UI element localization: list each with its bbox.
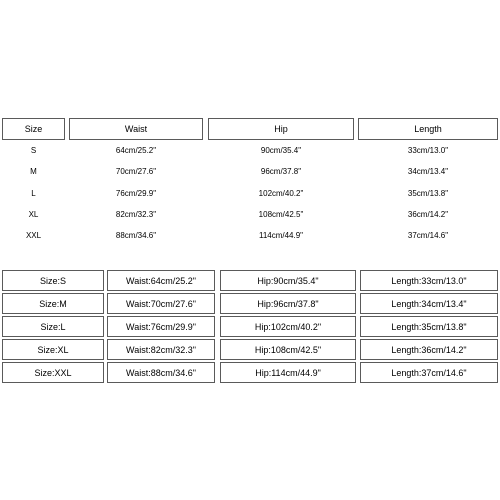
hip-cell: Hip:90cm/35.4" [220, 270, 356, 291]
waist-cell: 70cm/27.6" [115, 166, 157, 176]
length-cell: Length:37cm/14.6" [360, 362, 498, 383]
size-chart-table [0, 118, 500, 246]
size-cell: M [30, 166, 37, 176]
header-size: Size [2, 118, 65, 140]
length-cell: Length:34cm/13.4" [360, 293, 498, 314]
waist-cell: 76cm/29.9" [115, 188, 157, 198]
waist-cell: 82cm/32.3" [115, 209, 157, 219]
hip-cell: Hip:102cm/40.2" [220, 316, 356, 337]
length-cell: 33cm/13.0" [407, 145, 449, 155]
hip-cell: 96cm/37.8" [260, 166, 302, 176]
table-row [0, 362, 500, 385]
size-cell: Size:XXL [2, 362, 104, 383]
waist-cell: Waist:64cm/25.2" [107, 270, 215, 291]
hip-cell: Hip:108cm/42.5" [220, 339, 356, 360]
hip-cell: 90cm/35.4" [260, 145, 302, 155]
table-row [0, 203, 500, 225]
table-row [0, 339, 500, 362]
length-cell: 35cm/13.8" [407, 188, 449, 198]
table-row [0, 316, 500, 339]
table-row [0, 224, 500, 246]
table-row [0, 270, 500, 293]
size-cell: XXL [25, 230, 42, 240]
waist-cell: Waist:88cm/34.6" [107, 362, 215, 383]
size-cell: Size:XL [2, 339, 104, 360]
size-cell: Size:L [2, 316, 104, 337]
waist-cell: Waist:76cm/29.9" [107, 316, 215, 337]
size-cell: XL [28, 209, 39, 219]
table-header-row [0, 118, 500, 140]
size-cell: Size:S [2, 270, 104, 291]
hip-cell: Hip:114cm/44.9" [220, 362, 356, 383]
labelled-size-chart-table [0, 270, 500, 386]
size-cell: L [31, 188, 36, 198]
waist-cell: Waist:70cm/27.6" [107, 293, 215, 314]
hip-cell: 114cm/44.9" [258, 230, 304, 240]
waist-cell: 64cm/25.2" [115, 145, 157, 155]
header-length: Length [358, 118, 498, 140]
waist-cell: 88cm/34.6" [115, 230, 157, 240]
hip-cell: 102cm/40.2" [258, 188, 304, 198]
length-cell: 36cm/14.2" [407, 209, 449, 219]
hip-cell: Hip:96cm/37.8" [220, 293, 356, 314]
table-row [0, 293, 500, 316]
table-row [0, 160, 500, 182]
length-cell: 34cm/13.4" [407, 166, 449, 176]
hip-cell: 108cm/42.5" [258, 209, 304, 219]
waist-cell: Waist:82cm/32.3" [107, 339, 215, 360]
length-cell: 37cm/14.6" [407, 230, 449, 240]
table-row [0, 139, 500, 161]
header-waist: Waist [69, 118, 203, 140]
table-row [0, 182, 500, 204]
size-cell: S [30, 145, 37, 155]
length-cell: Length:36cm/14.2" [360, 339, 498, 360]
length-cell: Length:35cm/13.8" [360, 316, 498, 337]
size-cell: Size:M [2, 293, 104, 314]
length-cell: Length:33cm/13.0" [360, 270, 498, 291]
header-hip: Hip [208, 118, 354, 140]
